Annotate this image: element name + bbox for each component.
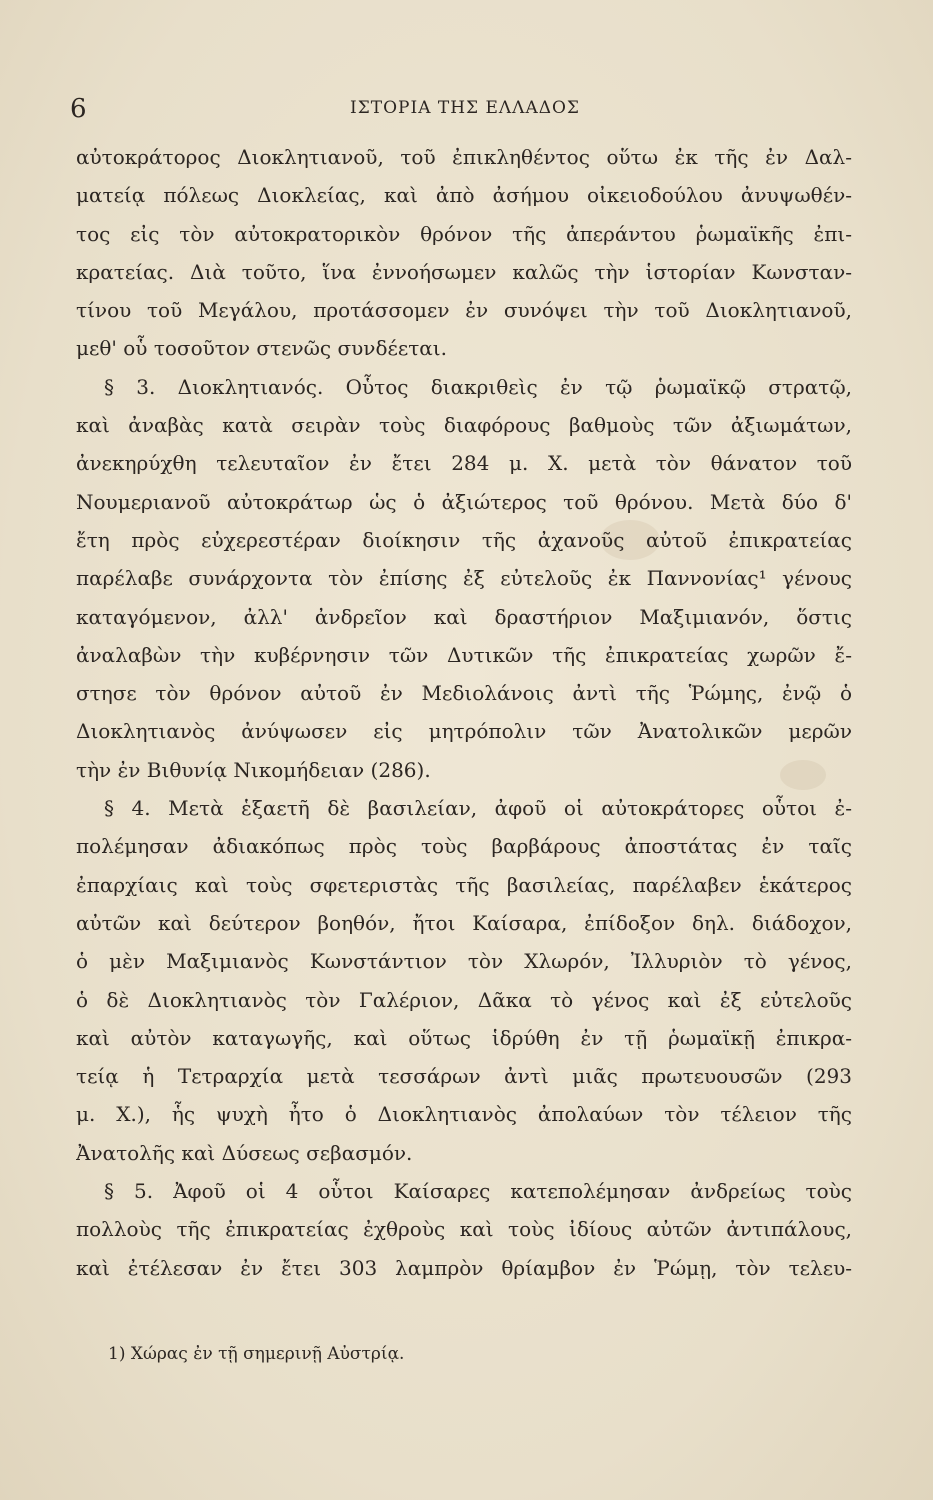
text-line: ἀνεκηρύχθη τελευταῖον ἐν ἔτει 284 μ. Χ. μετὰ τὸν θάνατον τοῦ bbox=[76, 451, 852, 476]
text-line: Διοκλητιανὸς ἀνύψωσεν εἰς μητρόπολιν τῶν Ἀνατολικῶν μερῶν bbox=[76, 719, 852, 744]
text-line: καὶ αὐτὸν καταγωγῆς, καὶ οὕτως ἱδρύθη ἐν τῇ ῥωμαϊκῇ ἐπικρα- bbox=[76, 1025, 852, 1050]
body-text bbox=[76, 138, 852, 1287]
text-line: τίνου τοῦ Μεγάλου, προτάσσομεν ἐν συνόψει τὴν τοῦ Διοκλητιανοῦ, bbox=[76, 298, 852, 323]
running-title: ΙΣΤΟΡΙΑ ΤΗΣ ΕΛΛΑΔΟΣ bbox=[350, 98, 580, 118]
text-line: τος εἰς τὸν αὐτοκρατορικὸν θρόνον τῆς ἀπεράντου ῥωμαϊκῆς ἐπι- bbox=[76, 221, 852, 246]
text-line: καὶ ἀναβὰς κατὰ σειρὰν τοὺς διαφόρους βαθμοὺς τῶν ἀξιωμάτων, bbox=[76, 413, 852, 438]
text-line: ματείᾳ πόλεως Διοκλείας, καὶ ἀπὸ ἀσήμου οἰκειοδούλου ἀνυψωθέν- bbox=[76, 183, 852, 208]
text-line: αὐτῶν καὶ δεύτερον βοηθόν, ἤτοι Καίσαρα, ἐπίδοξον δηλ. διάδοχον, bbox=[76, 910, 852, 935]
section-3-start: § 3. Διοκλητιανός. Οὗτος διακριθεὶς ἐν τῷ ῥωμαϊκῷ στρατῷ, bbox=[104, 374, 852, 399]
text-line: ἀναλαβὼν τὴν κυβέρνησιν τῶν Δυτικῶν τῆς ἐπικρατείας χωρῶν ἔ- bbox=[76, 642, 852, 667]
page-number: 6 bbox=[70, 94, 87, 124]
section-5-start: § 5. Ἀφοῦ οἱ 4 οὗτοι Καίσαρες κατεπολέμησαν ἀνδρείως τοὺς bbox=[104, 1179, 852, 1204]
text-line: μ. Χ.), ἧς ψυχὴ ἦτο ὁ Διοκλητιανὸς ἀπολαύων τὸν τέλειον τῆς bbox=[76, 1102, 852, 1127]
text-line: ἐπαρχίαις καὶ τοὺς σφετεριστὰς τῆς βασιλείας, παρέλαβεν ἑκάτερος bbox=[76, 872, 852, 897]
text-line: ὁ δὲ Διοκλητιανὸς τὸν Γαλέριον, Δᾶκα τὸ γένος καὶ ἐξ εὐτελοῦς bbox=[76, 987, 852, 1012]
text-line: κρατείας. Διὰ τοῦτο, ἵνα ἐννοήσωμεν καλῶς τὴν ἱστορίαν Κωνσταν- bbox=[76, 259, 852, 284]
text-line: ὁ μὲν Μαξιμιανὸς Κωνστάντιον τὸν Χλωρόν, Ἰλλυριὸν τὸ γένος, bbox=[76, 949, 852, 974]
text-line: μεθ' οὗ τοσοῦτον στενῶς συνδέεται. bbox=[76, 336, 447, 361]
text-line: πολλοὺς τῆς ἐπικρατείας ἐχθροὺς καὶ τοὺς ἰδίους αὐτῶν ἀντιπάλους, bbox=[76, 1217, 852, 1242]
text-line: στησε τὸν θρόνον αὐτοῦ ἐν Μεδιολάνοις ἀντὶ τῆς Ῥώμης, ἐνῷ ὁ bbox=[76, 681, 852, 706]
text-line: τὴν ἐν Βιθυνίᾳ Νικομήδειαν (286). bbox=[76, 757, 431, 782]
text-line: καὶ ἐτέλεσαν ἐν ἔτει 303 λαμπρὸν θρίαμβον ἐν Ῥώμῃ, τὸν τελευ- bbox=[76, 1255, 852, 1280]
text-line: ἔτη πρὸς εὐχερεστέραν διοίκησιν τῆς ἀχανοῦς αὐτοῦ ἐπικρατείας bbox=[76, 527, 852, 552]
section-4-start: § 4. Μετὰ ἑξαετῆ δὲ βασιλείαν, ἀφοῦ οἱ αὐτοκράτορες οὗτοι ἐ- bbox=[104, 796, 852, 821]
text-line: τείᾳ ἡ Τετραρχία μετὰ τεσσάρων ἀντὶ μιᾶς πρωτευουσῶν (293 bbox=[76, 1064, 852, 1089]
text-line: Νουμεριανοῦ αὐτοκράτωρ ὡς ὁ ἀξιώτερος τοῦ θρόνου. Μετὰ δύο δ' bbox=[76, 489, 852, 514]
text-line: Ἀνατολῆς καὶ Δύσεως σεβασμόν. bbox=[76, 1140, 413, 1165]
page-header bbox=[70, 94, 860, 128]
text-line: καταγόμενον, ἀλλ' ἀνδρεῖον καὶ δραστήριον Μαξιμιανόν, ὅστις bbox=[76, 604, 852, 629]
text-line: πολέμησαν ἀδιακόπως πρὸς τοὺς βαρβάρους ἀποστάτας ἐν ταῖς bbox=[76, 834, 852, 859]
text-line: αὐτοκράτορος Διοκλητιανοῦ, τοῦ ἐπικληθέντος οὕτω ἐκ τῆς ἐν Δαλ- bbox=[76, 145, 852, 169]
text-line: παρέλαβε συνάρχοντα τὸν ἐπίσης ἐξ εὐτελοῦς ἐκ Παννονίας¹ γένους bbox=[76, 566, 852, 591]
footnote: 1) Χώρας ἐν τῇ σημερινῇ Αὐστρίᾳ. bbox=[108, 1344, 405, 1364]
